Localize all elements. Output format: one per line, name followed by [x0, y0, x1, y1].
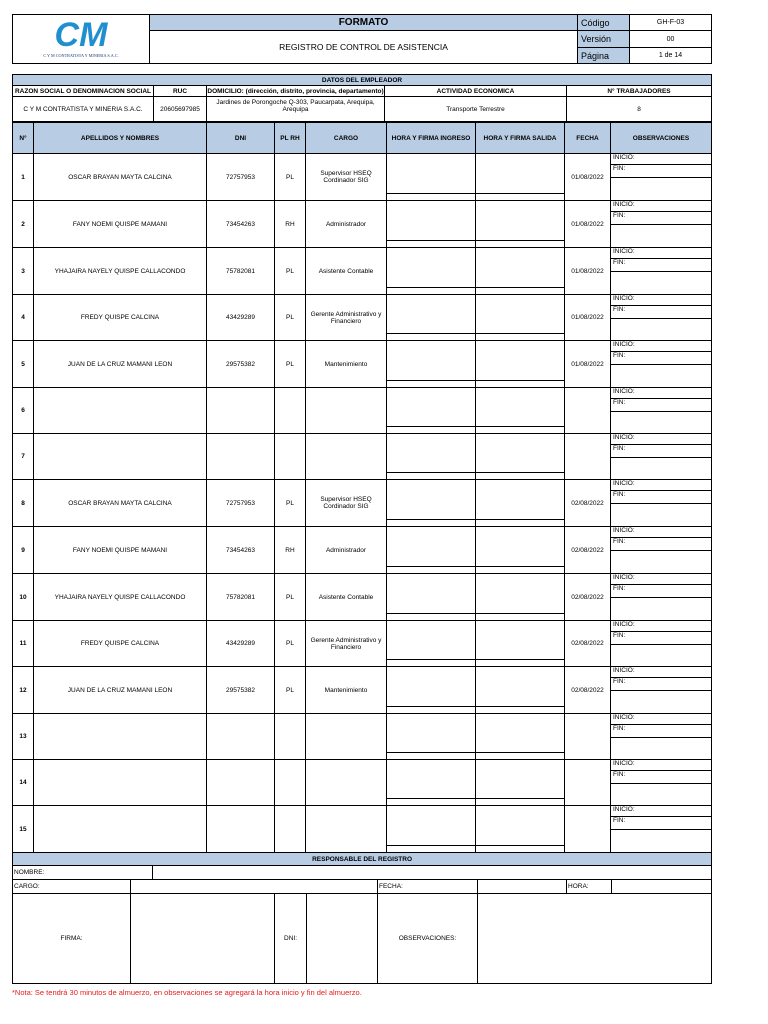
obs-blank-line[interactable] [611, 504, 711, 518]
row-salida-signature-area[interactable] [476, 766, 564, 799]
dni-field[interactable] [307, 894, 378, 984]
row-observaciones[interactable] [611, 574, 712, 621]
row-number: 9 [13, 527, 34, 574]
row-cargo: Supervisor HSEQ Cordinador SIG [306, 154, 387, 201]
obs-fin-label: FIN: [611, 165, 711, 178]
obs-fin-label: FIN: [611, 212, 711, 225]
obs-inicio-label: INICIO: [611, 248, 711, 259]
row-fecha: 02/08/2022 [565, 527, 611, 574]
table-row [13, 714, 712, 760]
company-logo [13, 15, 150, 64]
firma-field[interactable] [131, 894, 275, 984]
row-salida-cell[interactable] [476, 201, 565, 248]
obs-fin-label: FIN: [611, 445, 711, 458]
obs-inicio-label: INICIO: [611, 434, 711, 445]
employer-section-title: DATOS DEL EMPLEADOR [13, 75, 712, 86]
row-fecha [565, 806, 611, 853]
row-ingreso-signature-area[interactable] [387, 580, 475, 614]
row-fecha [565, 760, 611, 806]
obs-blank-line[interactable] [611, 691, 711, 705]
row-dni: 72757953 [207, 480, 275, 527]
responsable-section [12, 852, 712, 984]
row-nombre [34, 714, 207, 760]
obs-blank-line[interactable] [611, 412, 711, 426]
obs-inicio-label: INICIO: [611, 667, 711, 678]
row-nombre [34, 388, 207, 434]
row-ingreso-cell[interactable] [387, 527, 476, 574]
row-ingreso-signature-area[interactable] [387, 347, 475, 381]
row-salida-signature-area[interactable] [476, 627, 564, 660]
row-dni: 43429289 [207, 621, 275, 667]
row-salida-cell[interactable] [476, 154, 565, 201]
hora-label: HORA: [567, 880, 612, 894]
dni-label: DNI: [275, 894, 307, 984]
row-dni: 75782081 [207, 248, 275, 295]
row-ingreso-signature-area[interactable] [387, 673, 475, 707]
row-salida-signature-area[interactable] [476, 301, 564, 334]
row-nombre: FREDY QUISPE CALCINA [34, 295, 207, 341]
cargo-field[interactable] [131, 880, 378, 894]
row-dni: 43429289 [207, 295, 275, 341]
row-fecha: 02/08/2022 [565, 667, 611, 714]
row-nombre: OSCAR BRAYAN MAYTA CALCINA [34, 154, 207, 201]
row-observaciones[interactable] [611, 760, 712, 806]
row-observaciones[interactable] [611, 248, 712, 295]
observaciones-field[interactable] [478, 894, 712, 984]
row-plrh [275, 388, 306, 434]
row-observaciones[interactable] [611, 341, 712, 388]
obs-inicio-label: INICIO: [611, 388, 711, 399]
trabajadores-header: N° TRABAJADORES [567, 86, 712, 97]
row-ingreso-signature-area[interactable] [387, 486, 475, 520]
row-number: 5 [13, 341, 34, 388]
row-plrh: PL [275, 341, 306, 388]
row-number: 13 [13, 714, 34, 760]
row-fecha [565, 714, 611, 760]
col-header-dni: DNI [207, 123, 275, 154]
table-row [13, 341, 712, 388]
row-cargo: Supervisor HSEQ Cordinador SIG [306, 480, 387, 527]
nombre-label: NOMBRE: [13, 866, 153, 880]
row-fecha [565, 434, 611, 480]
col-header-salida: HORA Y FIRMA SALIDA [476, 123, 565, 154]
obs-blank-line[interactable] [611, 319, 711, 333]
table-row [13, 154, 712, 201]
razon-value: C Y M CONTRATISTA Y MINERIA S.A.C. [13, 97, 154, 122]
row-salida-cell[interactable] [476, 714, 565, 760]
row-ingreso-signature-area[interactable] [387, 160, 475, 194]
row-ingreso-cell[interactable] [387, 295, 476, 341]
row-dni: 73454263 [207, 527, 275, 574]
obs-fin-label: FIN: [611, 817, 711, 830]
row-observaciones[interactable] [611, 667, 712, 714]
row-nombre: FREDY QUISPE CALCINA [34, 621, 207, 667]
row-observaciones[interactable] [611, 388, 712, 434]
row-observaciones[interactable] [611, 714, 712, 760]
row-ingreso-signature-area[interactable] [387, 394, 475, 427]
domicilio-value: Jardines de Porongoche Q-303, Paucarpata, Arequipa, Arequipa [207, 97, 385, 122]
obs-inicio-label: INICIO: [611, 806, 711, 817]
row-salida-signature-area[interactable] [476, 720, 564, 753]
row-observaciones[interactable] [611, 480, 712, 527]
row-ingreso-cell[interactable] [387, 667, 476, 714]
ruc-value: 20605697985 [154, 97, 207, 122]
row-dni [207, 806, 275, 853]
table-row [13, 388, 712, 434]
col-header-fecha: FECHA [565, 123, 611, 154]
observaciones-label: OBSERVACIONES: [378, 894, 478, 984]
actividad-value: Transporte Terrestre [385, 97, 567, 122]
table-row [13, 201, 712, 248]
row-dni [207, 388, 275, 434]
row-salida-signature-area[interactable] [476, 207, 564, 241]
row-nombre: FANY NOEMI QUISPE MAMANI [34, 527, 207, 574]
employer-section [12, 74, 712, 122]
row-ingreso-signature-area[interactable] [387, 440, 475, 473]
table-row [13, 667, 712, 714]
row-ingreso-cell[interactable] [387, 760, 476, 806]
nombre-field[interactable] [153, 866, 712, 880]
row-fecha: 01/08/2022 [565, 341, 611, 388]
col-header-nombres: APELLIDOS Y NOMBRES [34, 123, 207, 154]
row-nombre [34, 434, 207, 480]
row-ingreso-cell[interactable] [387, 201, 476, 248]
cm-logo-icon [36, 16, 126, 60]
row-ingreso-cell[interactable] [387, 714, 476, 760]
obs-blank-line[interactable] [611, 598, 711, 612]
row-ingreso-cell[interactable] [387, 806, 476, 853]
row-nombre [34, 806, 207, 853]
obs-blank-line[interactable] [611, 365, 711, 379]
trabajadores-value: 8 [567, 97, 712, 122]
row-salida-cell[interactable] [476, 434, 565, 480]
row-ingreso-signature-area[interactable] [387, 254, 475, 288]
obs-blank-line[interactable] [611, 225, 711, 239]
obs-fin-label: FIN: [611, 491, 711, 504]
row-dni [207, 760, 275, 806]
row-salida-signature-area[interactable] [476, 812, 564, 846]
obs-inicio-label: INICIO: [611, 760, 711, 771]
row-salida-cell[interactable] [476, 806, 565, 853]
row-plrh: PL [275, 621, 306, 667]
attendance-table [12, 122, 712, 853]
row-plrh: RH [275, 201, 306, 248]
footer-note: *Nota: Se tendrá 30 minutos de almuerzo, en observaciones se agregará la hora inicio y fin del almuerzo. [12, 988, 362, 997]
col-header-observaciones: OBSERVACIONES [611, 123, 712, 154]
obs-inicio-label: INICIO: [611, 574, 711, 585]
svg-text:C Y M CONTRATISTA Y MINERIA S.: C Y M CONTRATISTA Y MINERIA S.A.C. [43, 53, 119, 58]
actividad-header: ACTIVIDAD ECONOMICA [385, 86, 567, 97]
row-plrh: PL [275, 667, 306, 714]
row-plrh: RH [275, 527, 306, 574]
row-observaciones[interactable] [611, 295, 712, 341]
obs-inicio-label: INICIO: [611, 527, 711, 538]
obs-blank-line[interactable] [611, 272, 711, 286]
row-dni: 75782081 [207, 574, 275, 621]
table-row [13, 760, 712, 806]
row-salida-signature-area[interactable] [476, 160, 564, 194]
row-observaciones[interactable] [611, 806, 712, 853]
format-label: FORMATO [150, 15, 578, 31]
row-nombre: OSCAR BRAYAN MAYTA CALCINA [34, 480, 207, 527]
row-ingreso-signature-area[interactable] [387, 720, 475, 753]
cargo-label: CARGO: [13, 880, 131, 894]
row-cargo: Administrador [306, 527, 387, 574]
row-salida-cell[interactable] [476, 760, 565, 806]
attendance-rows [13, 154, 712, 853]
obs-blank-line[interactable] [611, 458, 711, 472]
row-salida-signature-area[interactable] [476, 254, 564, 288]
hora-field[interactable] [612, 880, 712, 894]
razon-header: RAZON SOCIAL O DENOMINACION SOCIAL [13, 86, 154, 97]
row-number: 14 [13, 760, 34, 806]
row-salida-cell[interactable] [476, 480, 565, 527]
col-header-plrh: PL RH [275, 123, 306, 154]
row-ingreso-signature-area[interactable] [387, 207, 475, 241]
row-salida-cell[interactable] [476, 667, 565, 714]
obs-fin-label: FIN: [611, 771, 711, 784]
row-cargo: Gerente Administrativo y Financiero [306, 621, 387, 667]
row-plrh [275, 714, 306, 760]
row-number: 6 [13, 388, 34, 434]
obs-fin-label: FIN: [611, 399, 711, 412]
row-cargo: Administrador [306, 201, 387, 248]
row-dni: 29575382 [207, 667, 275, 714]
row-ingreso-signature-area[interactable] [387, 301, 475, 334]
row-salida-signature-area[interactable] [476, 440, 564, 473]
table-row [13, 527, 712, 574]
row-number: 11 [13, 621, 34, 667]
row-number: 3 [13, 248, 34, 295]
row-fecha [565, 388, 611, 434]
row-cargo: Gerente Administrativo y Financiero [306, 295, 387, 341]
row-ingreso-cell[interactable] [387, 480, 476, 527]
table-row [13, 248, 712, 295]
row-fecha: 02/08/2022 [565, 621, 611, 667]
obs-inicio-label: INICIO: [611, 621, 711, 632]
obs-blank-line[interactable] [611, 178, 711, 192]
fecha-label: FECHA: [378, 880, 478, 894]
row-salida-signature-area[interactable] [476, 580, 564, 614]
row-cargo: Asistente Contable [306, 248, 387, 295]
row-salida-cell[interactable] [476, 388, 565, 434]
pagina-value: 1 de 14 [630, 48, 712, 64]
row-cargo [306, 806, 387, 853]
obs-inicio-label: INICIO: [611, 201, 711, 212]
row-salida-signature-area[interactable] [476, 347, 564, 381]
obs-inicio-label: INICIO: [611, 714, 711, 725]
table-row [13, 574, 712, 621]
row-number: 15 [13, 806, 34, 853]
table-row [13, 434, 712, 480]
row-salida-cell[interactable] [476, 527, 565, 574]
row-salida-cell[interactable] [476, 574, 565, 621]
row-ingreso-signature-area[interactable] [387, 766, 475, 799]
document-header [12, 14, 712, 64]
row-salida-signature-area[interactable] [476, 533, 564, 567]
col-header-no: N° [13, 123, 34, 154]
row-plrh [275, 806, 306, 853]
row-salida-cell[interactable] [476, 621, 565, 667]
row-number: 12 [13, 667, 34, 714]
row-ingreso-cell[interactable] [387, 388, 476, 434]
row-dni [207, 714, 275, 760]
row-nombre: JUAN DE LA CRUZ MAMANI LEON [34, 667, 207, 714]
row-ingreso-cell[interactable] [387, 574, 476, 621]
row-dni: 73454263 [207, 201, 275, 248]
row-salida-cell[interactable] [476, 341, 565, 388]
row-ingreso-cell[interactable] [387, 154, 476, 201]
row-cargo [306, 388, 387, 434]
responsable-title: RESPONSABLE DEL REGISTRO [13, 853, 712, 866]
firma-label: FIRMA: [13, 894, 131, 984]
obs-fin-label: FIN: [611, 678, 711, 691]
row-dni [207, 434, 275, 480]
table-row [13, 480, 712, 527]
row-fecha: 01/08/2022 [565, 295, 611, 341]
col-header-ingreso: HORA Y FIRMA INGRESO [387, 123, 476, 154]
row-observaciones[interactable] [611, 201, 712, 248]
row-number: 8 [13, 480, 34, 527]
codigo-label: Código [578, 15, 630, 31]
obs-fin-label: FIN: [611, 725, 711, 738]
row-salida-cell[interactable] [476, 295, 565, 341]
obs-inicio-label: INICIO: [611, 480, 711, 491]
row-salida-signature-area[interactable] [476, 394, 564, 427]
row-cargo [306, 714, 387, 760]
obs-fin-label: FIN: [611, 352, 711, 365]
row-nombre: JUAN DE LA CRUZ MAMANI LEON [34, 341, 207, 388]
row-dni: 29575382 [207, 341, 275, 388]
obs-blank-line[interactable] [611, 784, 711, 798]
obs-fin-label: FIN: [611, 306, 711, 319]
codigo-value: GH-F-03 [630, 15, 712, 31]
row-nombre [34, 760, 207, 806]
row-cargo: Asistente Contable [306, 574, 387, 621]
row-plrh: PL [275, 574, 306, 621]
row-number: 4 [13, 295, 34, 341]
pagina-label: Página [578, 48, 630, 64]
row-observaciones[interactable] [611, 154, 712, 201]
fecha-field[interactable] [478, 880, 567, 894]
row-number: 10 [13, 574, 34, 621]
document-title: REGISTRO DE CONTROL DE ASISTENCIA [150, 31, 578, 64]
row-ingreso-signature-area[interactable] [387, 533, 475, 567]
ruc-header: RUC [154, 86, 207, 97]
obs-blank-line[interactable] [611, 551, 711, 565]
obs-fin-label: FIN: [611, 585, 711, 598]
row-salida-signature-area[interactable] [476, 486, 564, 520]
table-row [13, 621, 712, 667]
version-value: 00 [630, 31, 712, 48]
row-number: 1 [13, 154, 34, 201]
col-header-cargo: CARGO [306, 123, 387, 154]
row-salida-cell[interactable] [476, 248, 565, 295]
row-plrh: PL [275, 248, 306, 295]
row-nombre: YHAJAIRA NAYELY QUISPE CALLACONDO [34, 248, 207, 295]
svg-text:CM: CM [54, 16, 108, 54]
row-plrh: PL [275, 480, 306, 527]
row-fecha: 02/08/2022 [565, 574, 611, 621]
row-nombre: FANY NOEMI QUISPE MAMANI [34, 201, 207, 248]
row-nombre: YHAJAIRA NAYELY QUISPE CALLACONDO [34, 574, 207, 621]
row-cargo [306, 434, 387, 480]
obs-blank-line[interactable] [611, 738, 711, 752]
row-ingreso-signature-area[interactable] [387, 627, 475, 660]
obs-fin-label: FIN: [611, 538, 711, 551]
row-plrh: PL [275, 154, 306, 201]
row-fecha: 01/08/2022 [565, 201, 611, 248]
row-fecha: 01/08/2022 [565, 154, 611, 201]
row-observaciones[interactable] [611, 434, 712, 480]
row-ingreso-cell[interactable] [387, 248, 476, 295]
row-ingreso-cell[interactable] [387, 621, 476, 667]
row-cargo: Mantenimiento [306, 341, 387, 388]
obs-inicio-label: INICIO: [611, 154, 711, 165]
row-observaciones[interactable] [611, 621, 712, 667]
row-observaciones[interactable] [611, 527, 712, 574]
domicilio-header: DOMICILIO: (dirección, distrito, provincia, departamento) [207, 87, 384, 95]
table-row [13, 806, 712, 853]
obs-fin-label: FIN: [611, 632, 711, 645]
row-number: 2 [13, 201, 34, 248]
row-ingreso-cell[interactable] [387, 434, 476, 480]
row-plrh [275, 434, 306, 480]
row-ingreso-cell[interactable] [387, 341, 476, 388]
table-row [13, 295, 712, 341]
row-number: 7 [13, 434, 34, 480]
row-plrh: PL [275, 295, 306, 341]
row-fecha: 02/08/2022 [565, 480, 611, 527]
row-fecha: 01/08/2022 [565, 248, 611, 295]
row-ingreso-signature-area[interactable] [387, 812, 475, 846]
row-plrh [275, 760, 306, 806]
obs-fin-label: FIN: [611, 259, 711, 272]
obs-inicio-label: INICIO: [611, 341, 711, 352]
obs-blank-line[interactable] [611, 645, 711, 659]
row-cargo: Mantenimiento [306, 667, 387, 714]
obs-blank-line[interactable] [611, 830, 711, 844]
obs-inicio-label: INICIO: [611, 295, 711, 306]
row-cargo [306, 760, 387, 806]
version-label: Versión [578, 31, 630, 48]
row-salida-signature-area[interactable] [476, 673, 564, 707]
row-dni: 72757953 [207, 154, 275, 201]
